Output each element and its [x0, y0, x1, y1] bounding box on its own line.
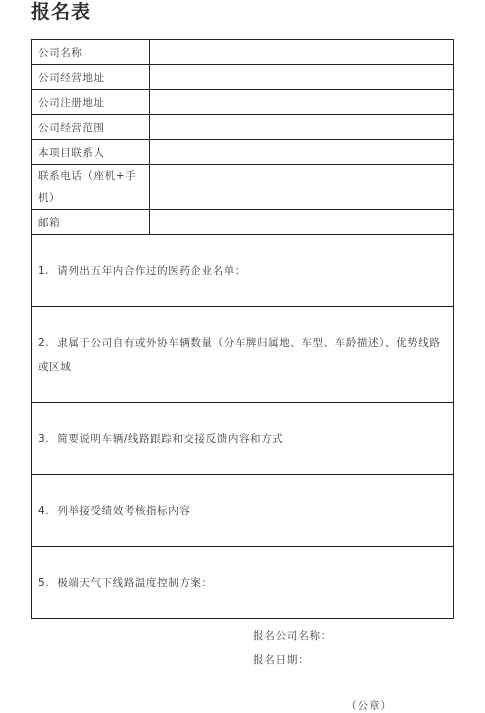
- registered-address-field[interactable]: [150, 90, 454, 115]
- registered-address-label: 公司注册地址: [32, 90, 150, 115]
- question-1-text: 请列出五年内合作过的医药企业名单：: [57, 264, 246, 277]
- applicant-company-label: 报名公司名称：: [253, 630, 333, 642]
- table-row-question-2: [32, 307, 454, 403]
- company-name-field[interactable]: [150, 40, 454, 65]
- table-row-business-address: [32, 65, 454, 90]
- question-2-text: 隶属于公司自有或外协车辆数量（分车牌归属地、车型、车龄描述）、优势线路或区域: [38, 336, 441, 373]
- question-2-cell[interactable]: [32, 307, 454, 403]
- table-row-question-4: [32, 475, 454, 547]
- table-row-business-scope: [32, 115, 454, 140]
- table-row-registered-address: [32, 90, 454, 115]
- business-address-field[interactable]: [150, 65, 454, 90]
- question-2-number: 2.: [38, 336, 50, 349]
- question-1-cell[interactable]: [32, 235, 454, 307]
- email-field[interactable]: [150, 210, 454, 235]
- table-row-question-3: [32, 403, 454, 475]
- table-row-company-name: [32, 40, 454, 65]
- email-label: 邮箱: [32, 210, 150, 235]
- contact-phone-label: 联系电话（座机+手机）: [32, 165, 150, 210]
- question-4-number: 4.: [38, 504, 50, 517]
- company-name-label: 公司名称: [32, 40, 150, 65]
- question-3-number: 3.: [38, 432, 50, 445]
- table-row-contact-phone: [32, 165, 454, 210]
- question-3-text: 简要说明车辆/线路跟踪和交接反馈内容和方式: [57, 432, 284, 445]
- contact-person-label: 本项目联系人: [32, 140, 150, 165]
- business-scope-field[interactable]: [150, 115, 454, 140]
- question-5-number: 5.: [38, 576, 50, 589]
- business-address-label: 公司经营地址: [32, 65, 150, 90]
- contact-phone-field[interactable]: [150, 165, 454, 210]
- official-seal-label: （公章）: [346, 700, 392, 712]
- page-title: 报名表: [31, 1, 92, 23]
- table-row-question-5: [32, 547, 454, 619]
- question-1-number: 1.: [38, 264, 50, 277]
- contact-person-field[interactable]: [150, 140, 454, 165]
- table-row-email: [32, 210, 454, 235]
- question-3-cell[interactable]: [32, 403, 454, 475]
- table-row-contact-person: [32, 140, 454, 165]
- question-5-text: 极端天气下线路温度控制方案：: [57, 576, 213, 589]
- table-row-question-1: [32, 235, 454, 307]
- registration-form-table: [31, 39, 454, 619]
- question-4-cell[interactable]: [32, 475, 454, 547]
- application-date-label: 报名日期：: [253, 654, 310, 666]
- question-4-text: 列举接受绩效考核指标内容: [57, 504, 191, 517]
- question-5-cell[interactable]: [32, 547, 454, 619]
- business-scope-label: 公司经营范围: [32, 115, 150, 140]
